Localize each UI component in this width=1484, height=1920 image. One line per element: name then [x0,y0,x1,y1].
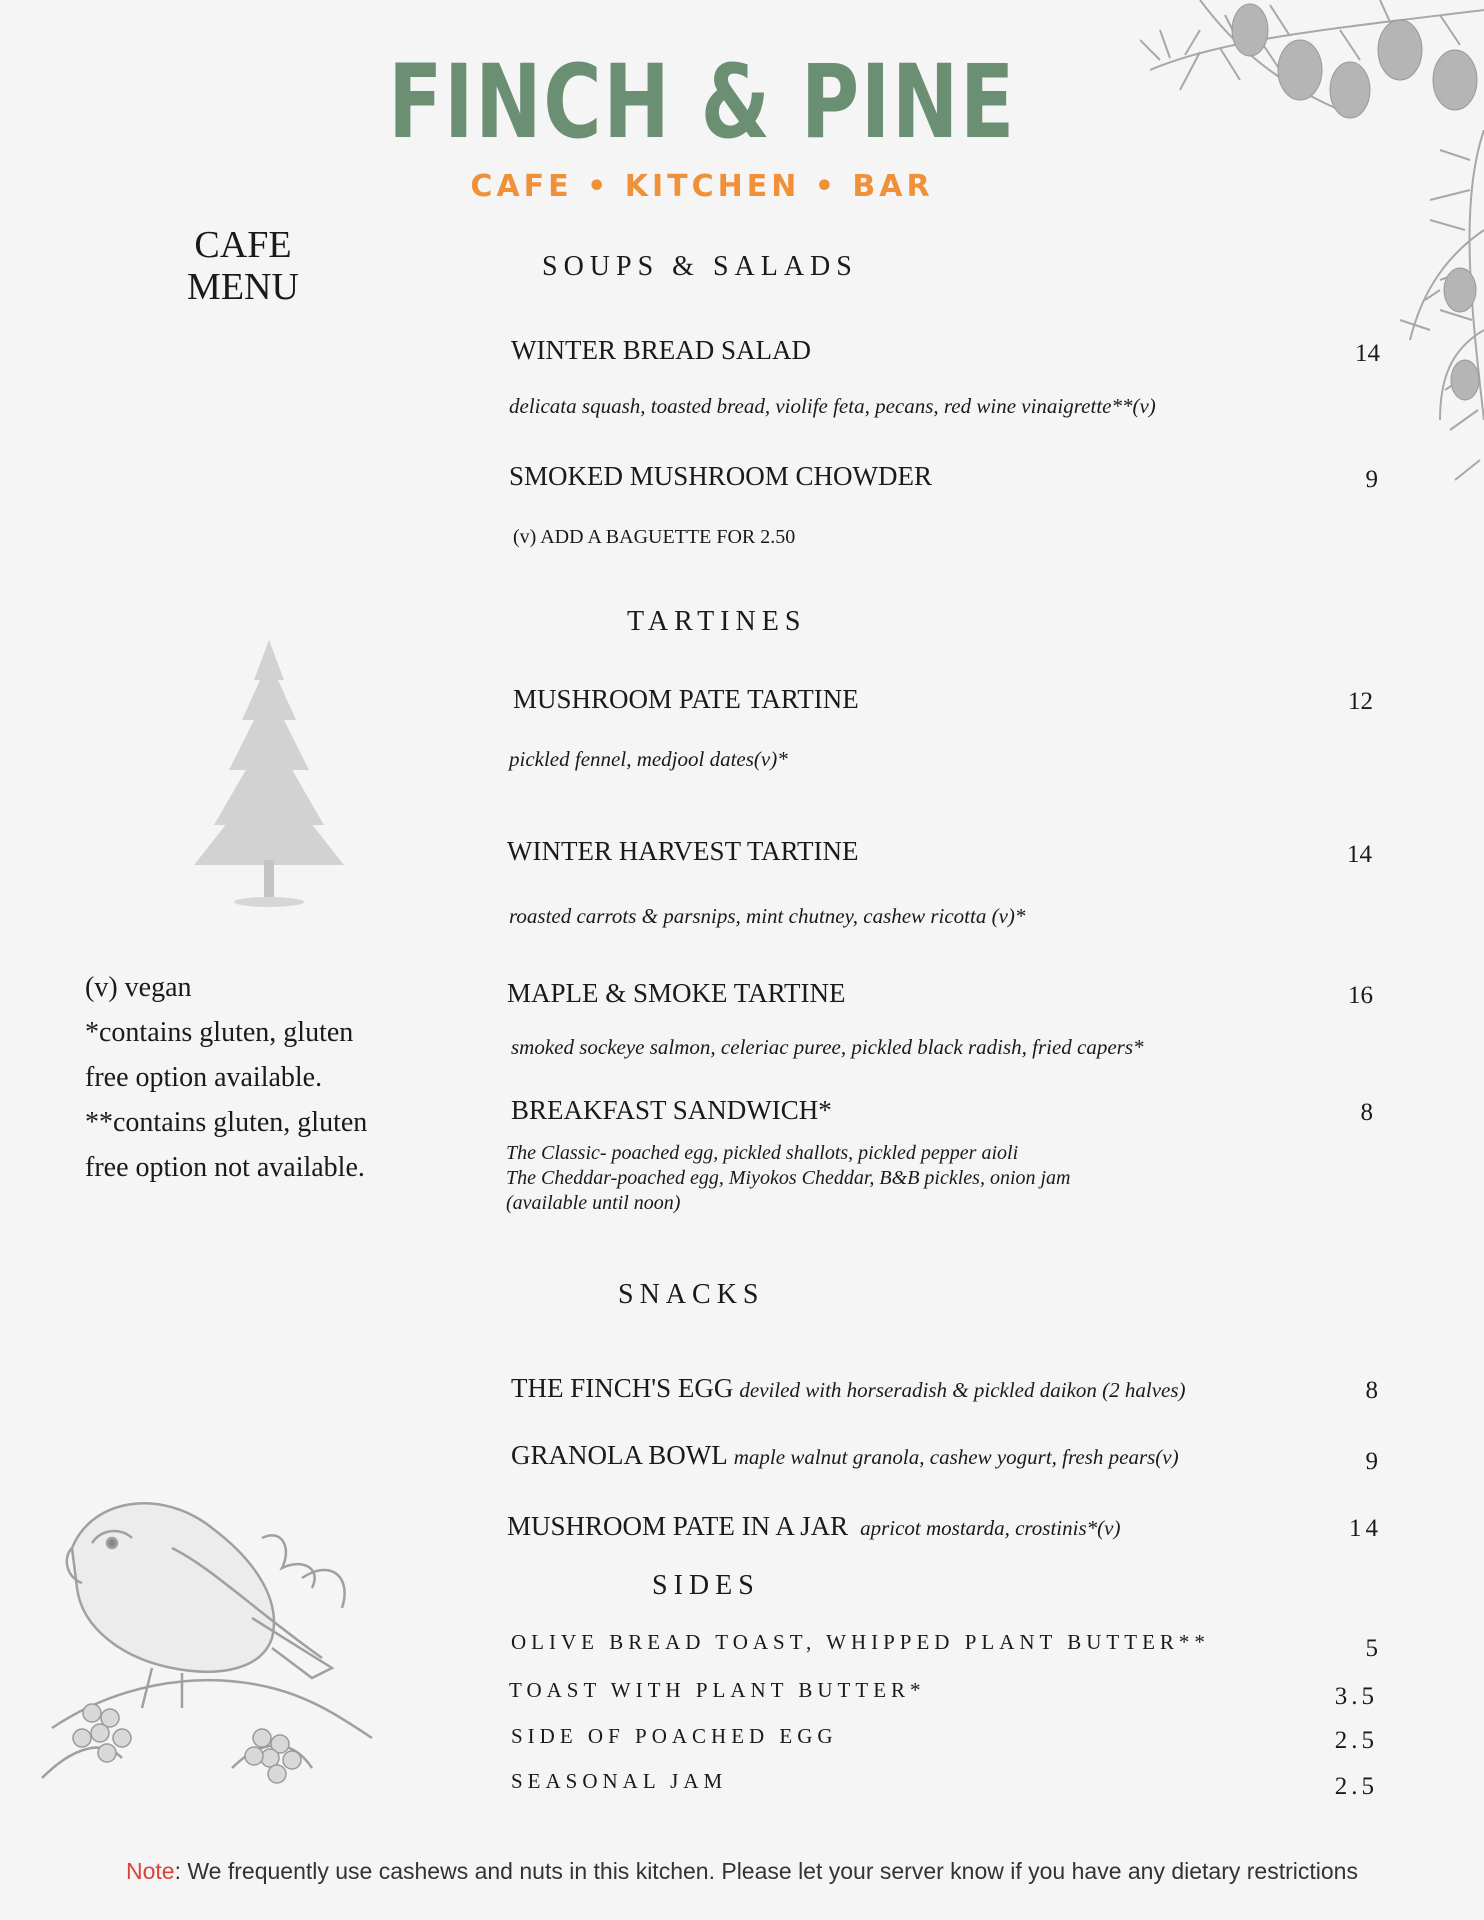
description-line: (available until noon) [506,1192,681,1214]
key-line: (v) vegan [85,972,192,1003]
pine-tree-illustration [184,640,354,910]
menu-title-line2: MENU [187,266,299,308]
side-item-name: SIDE OF POACHED EGG [511,1724,838,1748]
menu-item-price: 14 [1347,841,1372,868]
menu-item-name: WINTER BREAD SALAD [511,335,811,365]
menu-item-description: roasted carrots & parsnips, mint chutney, cashew ricotta (v)* [509,904,1026,928]
brand-name: FINCH & PINE [388,43,1016,162]
menu-item-price: 12 [1348,688,1373,715]
menu-item-price: 8 [1365,1377,1378,1404]
menu-item-description [506,1141,1071,1216]
snack-item [511,1442,1179,1469]
menu-item-description: deviled with horseradish & pickled daikon (2 halves) [739,1378,1186,1402]
snack-item [507,1513,1120,1540]
menu-title [150,224,336,308]
dietary-key [85,965,367,1190]
key-line: free option available. [85,1062,323,1093]
section-heading-snacks: SNACKS [618,1279,765,1310]
key-line: free option not available. [85,1152,365,1183]
menu-item-price: 16 [1348,982,1373,1009]
menu-item-price: 9 [1365,1448,1378,1475]
menu-item-name: MUSHROOM PATE TARTINE [513,684,859,714]
menu-title-line1: CAFE [194,224,292,266]
description-line: The Cheddar-poached egg, Miyokos Cheddar, B&B pickles, onion jam [506,1167,1071,1189]
menu-item-description: smoked sockeye salmon, celeriac puree, pickled black radish, fried capers* [511,1035,1144,1059]
menu-item-name: BREAKFAST SANDWICH* [511,1095,832,1125]
side-item-price: 2.5 [1334,1773,1378,1800]
key-line: *contains gluten, gluten [85,1017,354,1048]
menu-item-description: maple walnut granola, cashew yogurt, fresh pears(v) [733,1445,1179,1469]
section-heading-sides: SIDES [652,1570,760,1601]
side-item-name: OLIVE BREAD TOAST, WHIPPED PLANT BUTTER** [511,1630,1210,1654]
menu-item-price: 9 [1365,466,1378,493]
menu-item-description: delicata squash, toasted bread, violife feta, pecans, red wine vinaigrette**(v) [509,394,1156,418]
menu-item-price: 14 [1349,1515,1382,1542]
allergy-note [0,1860,1484,1883]
menu-item-description: apricot mostarda, crostinis*(v) [860,1516,1121,1540]
snack-item [511,1375,1186,1402]
menu-item-name: SMOKED MUSHROOM CHOWDER [509,461,933,491]
menu-item-price: 14 [1355,340,1380,367]
menu-item-description: pickled fennel, medjool dates(v)* [509,747,788,771]
finch-bird-illustration [32,1488,392,1798]
note-label: Note [126,1858,175,1884]
menu-item-name: WINTER HARVEST TARTINE [507,836,859,866]
description-line: The Classic- poached egg, pickled shallots, pickled pepper aioli [506,1142,1019,1164]
side-item-price: 5 [1365,1635,1378,1662]
side-item-name: TOAST WITH PLANT BUTTER* [509,1678,926,1702]
menu-item-description: (v) ADD A BAGUETTE FOR 2.50 [513,526,796,548]
menu-item-name: GRANOLA BOWL [511,1440,728,1470]
side-item-price: 2.5 [1334,1727,1378,1754]
section-heading-tartines: TARTINES [627,606,807,637]
menu-item-name: MAPLE & SMOKE TARTINE [507,978,846,1008]
menu-item-name: THE FINCH'S EGG [511,1373,734,1403]
brand-tagline: CAFE • KITCHEN • BAR [470,169,934,204]
note-text: : We frequently use cashews and nuts in this kitchen. Please let your server know if you have any dietary restrictions [174,1858,1358,1884]
side-item-price: 3.5 [1334,1683,1378,1710]
section-heading-soups-salads: SOUPS & SALADS [542,251,858,282]
menu-item-name: MUSHROOM PATE IN A JAR [507,1511,849,1541]
key-line: **contains gluten, gluten [85,1107,368,1138]
menu-item-price: 8 [1360,1099,1373,1126]
side-item-name: SEASONAL JAM [511,1769,728,1793]
